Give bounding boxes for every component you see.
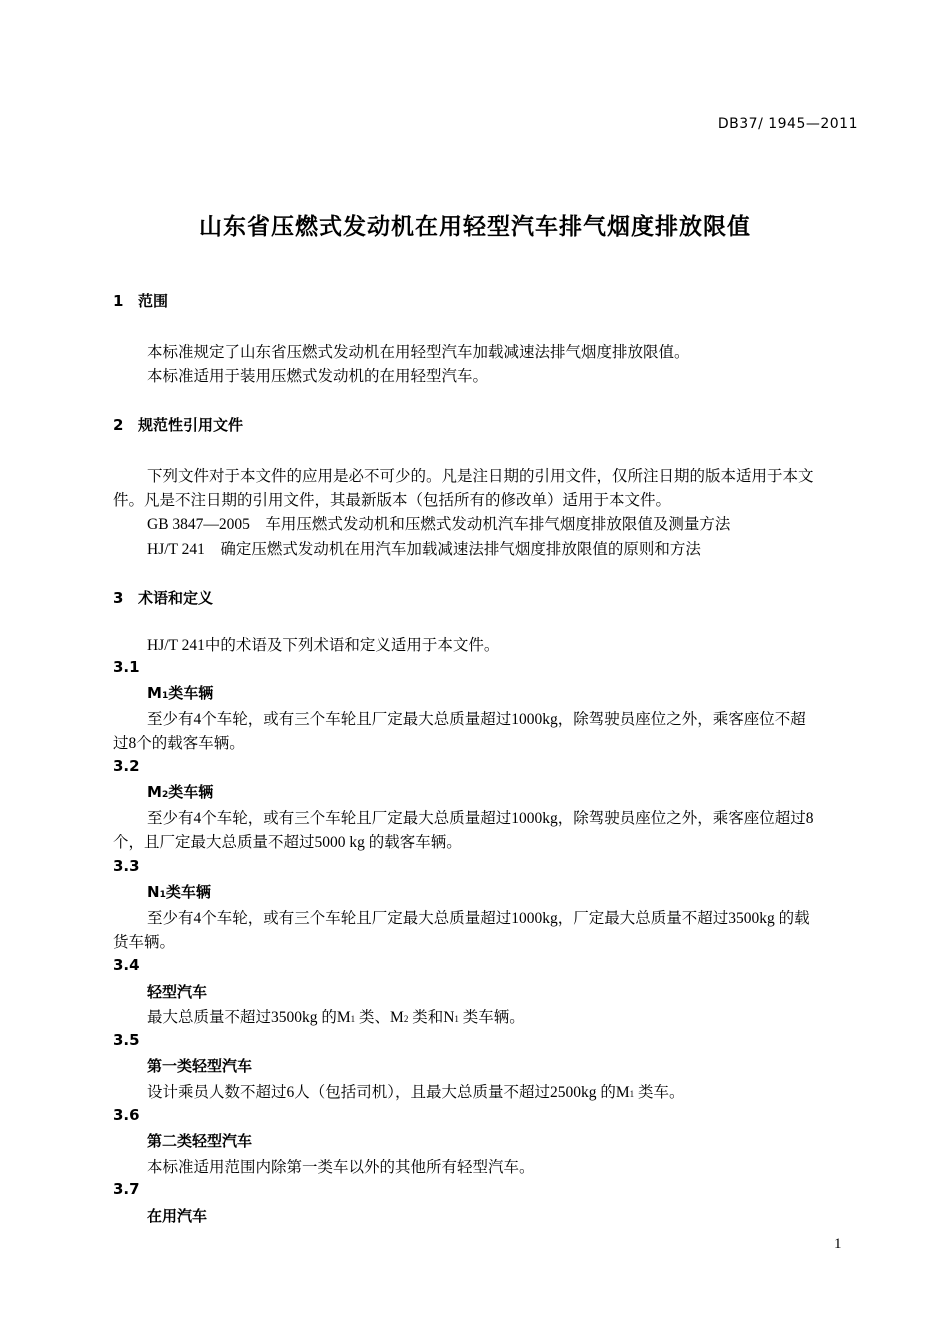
definition-continuation: 货车辆。	[113, 934, 176, 951]
term-heading: 在用汽车	[147, 1207, 208, 1225]
document-title: 山东省压燃式发动机在用轻型汽车排气烟度排放限值	[199, 214, 751, 240]
subscript: 1	[454, 1014, 459, 1024]
definition-continuation: 个，且厂定最大总质量不超过5000 kg 的载客车辆。	[113, 834, 462, 851]
paragraph: 本标准规定了山东省压燃式发动机在用轻型汽车加载减速法排气烟度排放限值。	[147, 344, 690, 361]
definition-text: 最大总质量不超过3500kg 的M	[147, 1009, 351, 1026]
term-text: 类车辆	[168, 783, 214, 801]
definition-continuation: 过8个的载客车辆。	[113, 735, 245, 752]
subscript: 2	[403, 1014, 409, 1024]
term-text: 类车辆	[168, 684, 214, 702]
definition-text: 类和N	[408, 1009, 455, 1026]
reference-item: HJ/T 241 确定压燃式发动机在用汽车加载减速法排气烟度排放限值的原则和方法	[147, 541, 701, 558]
section-title: 术语和定义	[138, 589, 214, 607]
subsection-number: 3.1	[113, 658, 140, 676]
definition: 至少有4个车轮，或有三个车轮且厂定最大总质量超过1000kg，除驾驶员座位之外，乘客座位不超	[147, 711, 806, 728]
section-number: 1	[113, 292, 124, 310]
term-letter: M	[147, 684, 162, 702]
term-heading	[147, 682, 213, 703]
subsection-number: 3.5	[113, 1031, 140, 1049]
definition: 至少有4个车轮，或有三个车轮且厂定最大总质量超过1000kg，厂定最大总质量不超过3500kg 的载	[147, 910, 810, 927]
paragraph: 本标准适用于装用压燃式发动机的在用轻型汽车。	[147, 368, 489, 385]
subsection-number: 3.3	[113, 857, 140, 875]
section-title: 范围	[138, 292, 169, 310]
term-heading: 第一类轻型汽车	[147, 1057, 253, 1075]
subsection-number: 3.4	[113, 956, 140, 974]
term-heading: 轻型汽车	[147, 983, 208, 1001]
definition: 本标准适用范围内除第一类车以外的其他所有轻型汽车。	[147, 1159, 535, 1176]
definition-text: 设计乘员人数不超过6人（包括司机），且最大总质量不超过2500kg 的M	[147, 1084, 630, 1101]
paragraph: HJ/T 241中的术语及下列术语和定义适用于本文件。	[147, 637, 500, 654]
term-letter: M	[147, 783, 162, 801]
subsection-number: 3.7	[113, 1180, 140, 1198]
definition-text: 类、M	[355, 1009, 404, 1026]
paragraph: 下列文件对于本文件的应用是必不可少的。凡是注日期的引用文件，仅所注日期的版本适用于本文	[147, 468, 814, 485]
term-subscript: 2	[161, 790, 169, 800]
subscript: 1	[350, 1014, 356, 1024]
term-heading: 第二类轻型汽车	[147, 1132, 253, 1150]
term-subscript: 1	[159, 890, 166, 900]
section-title: 规范性引用文件	[138, 416, 244, 434]
reference-item: GB 3847—2005 车用压燃式发动机和压燃式发动机汽车排气烟度排放限值及测量方法	[147, 516, 731, 533]
section-3-heading	[113, 587, 213, 608]
definition	[147, 1080, 685, 1102]
term-text: 类车辆	[165, 883, 211, 901]
definition	[147, 1005, 525, 1027]
section-1-heading	[113, 290, 168, 311]
definition-text: 类车辆。	[458, 1009, 525, 1026]
subscript: 1	[629, 1089, 635, 1099]
section-number: 3	[113, 589, 124, 607]
section-2-heading	[113, 414, 243, 435]
term-heading	[147, 781, 213, 802]
definition-text: 类车。	[634, 1084, 685, 1101]
paragraph-continuation: 件。凡是不注日期的引用文件，其最新版本（包括所有的修改单）适用于本文件。	[113, 492, 672, 509]
standard-code: DB37/ 1945—2011	[717, 116, 858, 132]
subsection-number: 3.6	[113, 1106, 140, 1124]
section-number: 2	[113, 416, 124, 434]
term-subscript: 1	[161, 691, 169, 701]
term-heading	[147, 881, 211, 902]
page-number: 1	[834, 1236, 842, 1252]
term-letter: N	[147, 883, 160, 901]
definition: 至少有4个车轮，或有三个车轮且厂定最大总质量超过1000kg，除驾驶员座位之外，乘客座位超过8	[147, 810, 814, 827]
subsection-number: 3.2	[113, 757, 140, 775]
